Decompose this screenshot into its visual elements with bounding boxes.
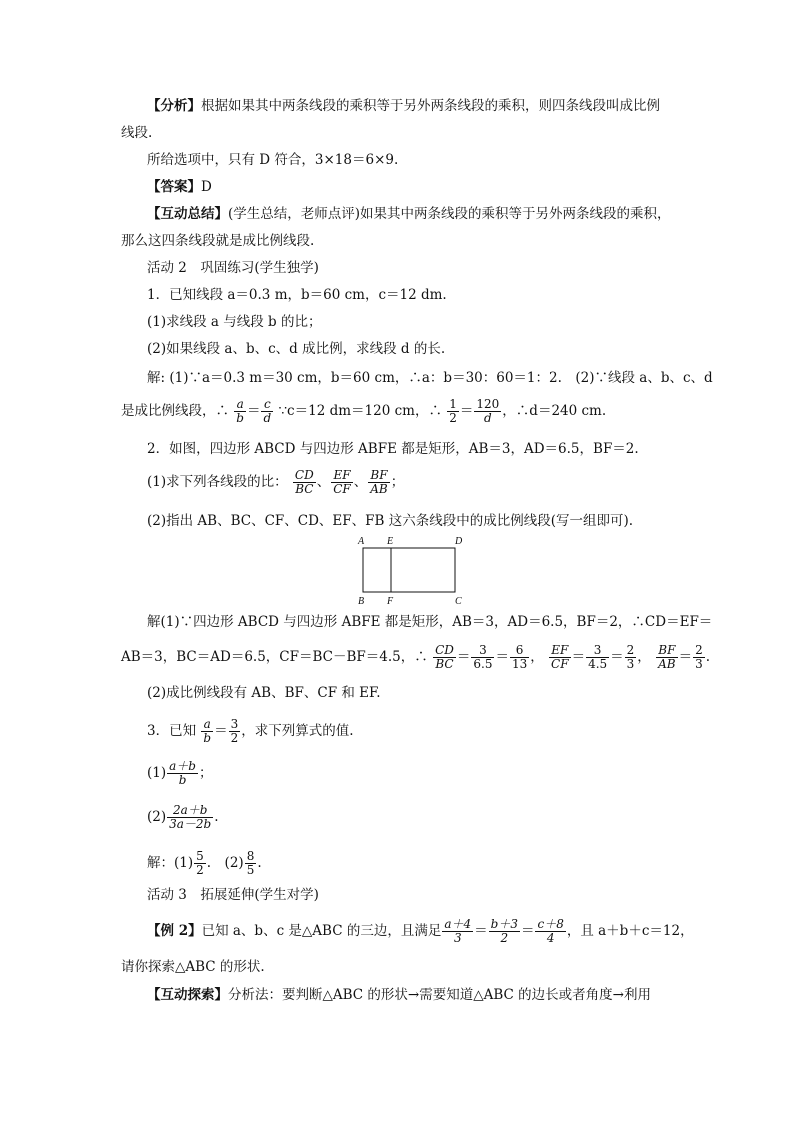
rectangle-diagram [354, 536, 464, 610]
solution-3: 解：(1) $\frac{5}{2}$ . (2) $\frac{8}{5}$ . [147, 849, 262, 877]
label-b: B [358, 596, 365, 607]
question-1-part-1: (1)求线段 a 与线段 b 的比； [147, 314, 322, 330]
solution-2-line-c: (2)成比例线段有 AB、BF、CF 和 EF. [147, 685, 381, 701]
fraction-ef-cf-2: $\frac{EF}{CF}$ [551, 643, 569, 671]
label-c: C [455, 596, 462, 607]
fraction-8-over-5: $\frac{8}{5}$ [246, 849, 255, 877]
explore-label: 【互动探索】 [147, 987, 228, 1003]
solution-2-line-b: AB＝3，BC＝AD＝6.5，CF＝BC－BF＝4.5，∴ $\frac{CD}{BC}$ ＝ $\frac{3}{6.5}$ ＝ $\frac{6}{13}$ ， $\frac{EF}{CF}$ ＝ $\frac{3}{4.5}$ ＝ $\frac{2}{3}$ ， $\frac{BF}{AB}$ ＝ $\frac{2}{3}$ . [121, 643, 711, 671]
fraction-2a-plus-b-over-3a-minus-2b: $\frac{2a+b}{3a-2b}$ [169, 803, 212, 831]
answer-line [147, 178, 212, 196]
example-2-line: 【例 2】已知 a、b、c 是△ABC 的三边，且满足 $\frac{a+4}{3}$ ＝ $\frac{b+3}{2}$ ＝ $\frac{c+8}{4}$ ，且 a＋b＋c＝12， [147, 917, 694, 945]
solution-1-text-1: 是成比例线段，∴ [121, 403, 229, 419]
question-1: 1．已知线段 a＝0.3 m，b＝60 cm，c＝12 dm. [147, 287, 447, 303]
summary-line [147, 205, 671, 223]
fraction-a-plus-4-over-3: $\frac{a+4}{3}$ [444, 917, 472, 945]
explore-text: 分析法：要判断△ABC 的形状→需要知道△ABC 的边长或者角度→利用 [228, 987, 651, 1003]
fraction-2-over-3-b: $\frac{2}{3}$ [695, 643, 703, 671]
fraction-3-over-2: $\frac{3}{2}$ [230, 717, 239, 745]
question-2-part-1-text: (1)求下列各线段的比： [147, 474, 288, 490]
question-3-part-1-label: (1) [147, 765, 167, 781]
analysis-text: 根据如果其中两条线段的乘积等于另外两条线段的乘积，则四条线段叫成比例 [201, 98, 660, 114]
question-3-part-2: (2) $\frac{2a+b}{3a-2b}$ . [147, 803, 219, 831]
fraction-3-over-4-5: $\frac{3}{4.5}$ [588, 643, 608, 671]
fraction-bf-ab: $\frac{BF}{AB}$ [370, 468, 388, 496]
example-2-tail: ，且 a＋b＋c＝12， [566, 923, 694, 939]
fraction-2-over-3: $\frac{2}{3}$ [626, 643, 635, 671]
fraction-cd-bc: $\frac{CD}{BC}$ [294, 468, 314, 496]
question-2-part-2: (2)指出 AB、BC、CF、CD、EF、FB 这六条线段中的成比例线段(写一组即可). [147, 513, 634, 529]
activity-3-heading: 活动 3 拓展延伸(学生对学) [147, 887, 319, 903]
question-3-part-2-label: (2) [147, 809, 167, 825]
fraction-6-over-13: $\frac{6}{13}$ [511, 643, 528, 671]
summary-cont: 那么这四条线段就是成比例线段. [121, 233, 315, 249]
fraction-c-over-d: $\frac{c}{d}$ [263, 397, 272, 425]
label-e: E [387, 536, 394, 547]
fraction-a-over-b-q3: $\frac{a}{b}$ [203, 717, 212, 745]
solution-1-text-3: ，∴d＝240 cm. [502, 403, 607, 419]
fraction-120-over-d: $\frac{120}{d}$ [476, 397, 500, 425]
question-3: 3．已知 $\frac{a}{b}$ ＝ $\frac{3}{2}$ ，求下列算式的值. [147, 717, 354, 745]
fraction-3-over-6-5: $\frac{3}{6.5}$ [473, 643, 493, 671]
fraction-a-plus-b-over-b: $\frac{a+b}{b}$ [169, 759, 196, 787]
fraction-b-plus-3-over-2: $\frac{b+3}{2}$ [490, 917, 518, 945]
solution-2-line-a: 解(1)∵四边形 ABCD 与四边形 ABFE 都是矩形，AB＝3，AD＝6.5，BF＝2，∴CD＝EF＝ [147, 614, 713, 630]
fraction-ef-cf: $\frac{EF}{CF}$ [333, 468, 351, 496]
label-a: A [358, 536, 365, 547]
summary-text: (学生总结，老师点评)如果其中两条线段的乘积等于另外两条线段的乘积， [228, 206, 671, 222]
example-2-label: 【例 2】 [147, 923, 202, 939]
analysis-cont: 线段. [121, 125, 153, 141]
fraction-a-over-b: $\frac{a}{b}$ [236, 397, 244, 425]
question-2-part-1: (1)求下列各线段的比： $\frac{CD}{BC}$ 、 $\frac{EF}{CF}$ 、 $\frac{BF}{AB}$ ； [147, 468, 405, 496]
answer-value: D [201, 179, 212, 195]
solution-1-line-b: 是成比例线段，∴ $\frac{a}{b}$ ＝ $\frac{c}{d}$ ∵c＝12 dm＝120 cm，∴ $\frac{1}{2}$ ＝ $\frac{120}{d}$ ，∴d＝240 cm. [121, 397, 607, 425]
label-d: D [455, 536, 463, 547]
fraction-5-over-2: $\frac{5}{2}$ [196, 849, 204, 877]
analysis-line [147, 97, 660, 115]
solution-1-text-2: ∵c＝12 dm＝120 cm，∴ [278, 403, 442, 419]
question-1-part-2: (2)如果线段 a、b、c、d 成比例，求线段 d 的长. [147, 341, 446, 357]
label-f: F [387, 596, 394, 607]
summary-label: 【互动总结】 [147, 206, 228, 222]
fraction-c-plus-8-over-4: $\frac{c+8}{4}$ [537, 917, 564, 945]
solution-1-line-a: 解: (1)∵a＝0.3 m＝30 cm，b＝60 cm，∴a：b＝30：60＝1：2. (2)∵线段 a、b、c、d [147, 370, 713, 386]
question-3-text: 3．已知 [147, 723, 197, 739]
question-2: 2．如图，四边形 ABCD 与四边形 ABFE 都是矩形，AB＝3，AD＝6.5，BF＝2. [147, 441, 639, 457]
example-2-text: 已知 a、b、c 是△ABC 的三边，且满足 [201, 923, 442, 939]
analysis-label: 【分析】 [147, 98, 201, 114]
example-2-cont: 请你探索△ABC 的形状. [121, 959, 265, 975]
solution-2-text: AB＝3，BC＝AD＝6.5，CF＝BC－BF＝4.5，∴ [121, 649, 428, 665]
fraction-1-over-2: $\frac{1}{2}$ [449, 397, 457, 425]
fraction-cd-bc-2: $\frac{CD}{BC}$ [435, 643, 454, 671]
rectangle-figure [354, 536, 464, 610]
solution-3-label: 解：(1) [147, 855, 194, 871]
options-text: 所给选项中，只有 D 符合，3×18＝6×9. [147, 152, 399, 168]
activity-2-heading: 活动 2 巩固练习(学生独学) [147, 260, 319, 276]
question-3-part-1: (1) $\frac{a+b}{b}$ ； [147, 759, 213, 787]
question-3-tail: ，求下列算式的值. [241, 723, 354, 739]
explore-line [147, 986, 651, 1004]
solution-3-mid: (2) [211, 855, 244, 871]
answer-label: 【答案】 [147, 179, 201, 195]
fraction-bf-ab-2: $\frac{BF}{AB}$ [658, 643, 676, 671]
